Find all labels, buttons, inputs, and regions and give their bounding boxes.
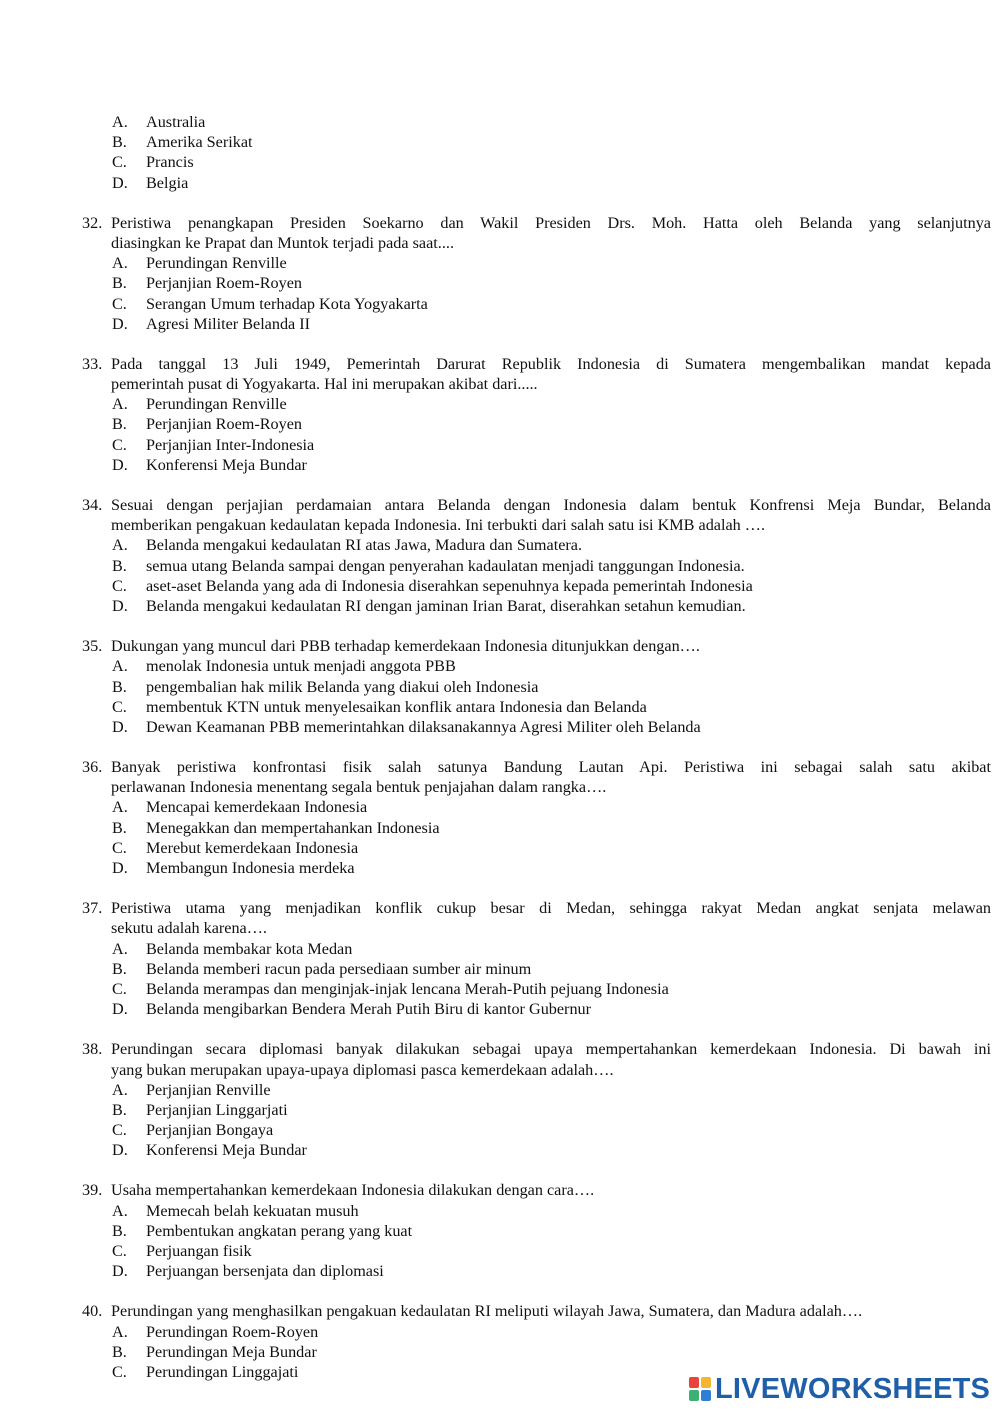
question-text: Dukungan yang muncul dari PBB terhadap kemerdekaan Indonesia ditunjukkan dengan…. bbox=[111, 637, 700, 656]
question-line bbox=[0, 354, 999, 374]
option-letter: C. bbox=[112, 1242, 127, 1260]
question-block bbox=[0, 636, 999, 737]
option-line bbox=[0, 1322, 999, 1342]
option-line bbox=[0, 112, 999, 132]
question-number: 34. bbox=[82, 496, 103, 514]
question-number: 37. bbox=[82, 899, 103, 918]
option-line bbox=[0, 717, 999, 737]
option-letter: D. bbox=[112, 314, 128, 333]
question-block bbox=[0, 1301, 999, 1382]
option-letter: B. bbox=[112, 959, 127, 978]
option-letter: D. bbox=[112, 1141, 128, 1160]
option-letter: B. bbox=[112, 677, 127, 696]
question-block bbox=[0, 213, 999, 334]
option-letter: A. bbox=[112, 657, 128, 676]
option-letter: B. bbox=[112, 1221, 127, 1240]
option-line bbox=[0, 999, 999, 1019]
question-gap bbox=[0, 878, 999, 898]
option-line bbox=[0, 1100, 999, 1120]
option-letter: C. bbox=[112, 435, 127, 454]
option-letter: A. bbox=[112, 254, 128, 273]
question-text: yang bukan merupakan upaya-upaya diplomasi pasca kemerdekaan adalah…. bbox=[111, 1060, 614, 1079]
option-text: Perjanjian Inter-Indonesia bbox=[146, 435, 315, 454]
option-line bbox=[0, 294, 999, 314]
option-text: Serangan Umum terhadap Kota Yogyakarta bbox=[146, 294, 428, 313]
option-text: Perjuangan fisik bbox=[146, 1242, 252, 1260]
option-line bbox=[0, 132, 999, 152]
question-line bbox=[0, 1180, 999, 1200]
option-line bbox=[0, 797, 999, 817]
option-letter: C. bbox=[112, 1362, 127, 1381]
question-text: Perundingan secara diplomasi banyak dilakukan sebagai upaya mempertahankan kemerdekaan Indonesia. Di bawah ini bbox=[111, 1040, 991, 1059]
option-line bbox=[0, 959, 999, 979]
question-gap bbox=[0, 1019, 999, 1039]
question-block bbox=[0, 1180, 999, 1281]
question-line bbox=[0, 777, 999, 797]
question-number: 40. bbox=[82, 1302, 103, 1321]
option-letter: D. bbox=[112, 1000, 128, 1019]
option-text: Perjanjian Bongaya bbox=[146, 1121, 274, 1140]
question-number: 39. bbox=[82, 1181, 103, 1200]
option-text: Dewan Keamanan PBB memerintahkan dilaksanakannya Agresi Militer oleh Belanda bbox=[146, 717, 701, 736]
option-text: menolak Indonesia untuk menjadi anggota PBB bbox=[146, 657, 456, 676]
option-text: Australia bbox=[146, 113, 206, 131]
option-line bbox=[0, 173, 999, 193]
option-text: Belanda memberi racun pada persediaan sumber air minum bbox=[146, 959, 532, 978]
question-block bbox=[0, 898, 999, 1019]
question-text: Peristiwa utama yang menjadikan konflik cukup besar di Medan, sehingga rakyat Medan angkat senjata melawan bbox=[111, 899, 991, 918]
option-line bbox=[0, 414, 999, 434]
question-line bbox=[0, 918, 999, 938]
question-gap bbox=[0, 1160, 999, 1180]
option-line bbox=[0, 253, 999, 273]
option-text: Perjanjian Linggarjati bbox=[146, 1100, 288, 1119]
question-line bbox=[0, 757, 999, 777]
option-line bbox=[0, 394, 999, 414]
option-line bbox=[0, 818, 999, 838]
question-block bbox=[0, 495, 999, 616]
option-letter: C. bbox=[112, 979, 127, 998]
question-text: Peristiwa penangkapan Presiden Soekarno dan Wakil Presiden Drs. Moh. Hatta oleh Belanda yang selanjutnya bbox=[111, 213, 991, 232]
option-text: Belanda mengakui kedaulatan RI atas Jawa, Madura dan Sumatera. bbox=[146, 536, 583, 555]
option-text: semua utang Belanda sampai dengan penyerahan kadaulatan menjadi tanggungan Indonesia. bbox=[146, 556, 745, 575]
option-line bbox=[0, 152, 999, 172]
question-block bbox=[0, 354, 999, 475]
option-line bbox=[0, 979, 999, 999]
question-line bbox=[0, 374, 999, 394]
question-text: Usaha mempertahankan kemerdekaan Indonesia dilakukan dengan cara…. bbox=[111, 1181, 595, 1200]
option-letter: C. bbox=[112, 838, 127, 857]
option-letter: B. bbox=[112, 556, 127, 575]
option-text: Prancis bbox=[146, 153, 194, 172]
option-text: Perjanjian Roem-Royen bbox=[146, 274, 302, 293]
option-text: Perundingan Renville bbox=[146, 254, 287, 273]
option-line bbox=[0, 556, 999, 576]
question-number: 33. bbox=[82, 354, 103, 373]
option-text: Belanda mengakui kedaulatan RI dengan jaminan Irian Barat, diserahkan setahun kemudian. bbox=[146, 596, 746, 615]
question-line bbox=[0, 1060, 999, 1080]
question-line bbox=[0, 1039, 999, 1059]
question-line bbox=[0, 495, 999, 515]
logo-square-red bbox=[689, 1377, 699, 1388]
option-text: Perundingan Roem-Royen bbox=[146, 1322, 319, 1341]
question-number: 35. bbox=[82, 637, 103, 656]
option-text: Memecah belah kekuatan musuh bbox=[146, 1201, 359, 1220]
option-letter: A. bbox=[112, 536, 128, 555]
option-line bbox=[0, 677, 999, 697]
option-letter: D. bbox=[112, 596, 128, 615]
option-line bbox=[0, 1120, 999, 1140]
option-text: Perjanjian Roem-Royen bbox=[146, 415, 302, 434]
option-letter: B. bbox=[112, 1342, 127, 1361]
question-gap bbox=[0, 1281, 999, 1301]
option-line bbox=[0, 596, 999, 616]
question-gap bbox=[0, 737, 999, 757]
option-letter: A. bbox=[112, 798, 128, 817]
option-line bbox=[0, 273, 999, 293]
option-letter: D. bbox=[112, 455, 128, 474]
option-text: Amerika Serikat bbox=[146, 133, 253, 152]
question-text: memberikan pengakuan kedaulatan kepada Indonesia. Ini terbukti dari salah satu isi KMB adalah …. bbox=[111, 516, 766, 535]
option-letter: B. bbox=[112, 415, 127, 434]
question-line bbox=[0, 213, 999, 233]
option-text: Belgia bbox=[146, 173, 189, 192]
option-text: Menegakkan dan mempertahankan Indonesia bbox=[146, 818, 440, 837]
liveworksheets-logo-icon bbox=[689, 1377, 711, 1401]
logo-square-green bbox=[689, 1390, 699, 1401]
option-text: Agresi Militer Belanda II bbox=[146, 314, 311, 333]
question-gap bbox=[0, 616, 999, 636]
option-letter: B. bbox=[112, 133, 127, 152]
option-letter: D. bbox=[112, 859, 128, 877]
option-letter: A. bbox=[112, 1080, 128, 1099]
option-letter: B. bbox=[112, 274, 127, 293]
option-text: Membangun Indonesia merdeka bbox=[146, 859, 355, 877]
option-letter: C. bbox=[112, 576, 127, 595]
option-line bbox=[0, 1342, 999, 1362]
question-line bbox=[0, 898, 999, 918]
option-letter: A. bbox=[112, 1322, 128, 1341]
question-number: 38. bbox=[82, 1040, 103, 1059]
option-letter: A. bbox=[112, 1201, 128, 1220]
option-line bbox=[0, 1221, 999, 1241]
option-text: pengembalian hak milik Belanda yang diakui oleh Indonesia bbox=[146, 677, 539, 696]
option-line bbox=[0, 455, 999, 475]
question-text: perlawanan Indonesia menentang segala bentuk penjajahan dalam rangka…. bbox=[111, 778, 607, 797]
question-text: Sesuai dengan perjajian perdamaian antara Belanda dengan Indonesia dalam bentuk Konfrensi Meja Bundar, Belanda bbox=[111, 496, 991, 514]
option-text: Perundingan Linggajati bbox=[146, 1362, 299, 1381]
option-text: Perundingan Meja Bundar bbox=[146, 1342, 317, 1361]
option-letter: A. bbox=[112, 939, 128, 958]
option-line bbox=[0, 576, 999, 596]
option-line bbox=[0, 435, 999, 455]
question-gap bbox=[0, 193, 999, 213]
option-line bbox=[0, 838, 999, 858]
option-line bbox=[0, 1080, 999, 1100]
option-letter: D. bbox=[112, 717, 128, 736]
question-line bbox=[0, 515, 999, 535]
question-31-options bbox=[0, 112, 999, 193]
question-line bbox=[0, 636, 999, 656]
question-gap bbox=[0, 334, 999, 354]
worksheet-page bbox=[0, 112, 999, 1382]
option-text: Belanda membakar kota Medan bbox=[146, 939, 353, 958]
option-letter: D. bbox=[112, 1262, 128, 1281]
option-letter: C. bbox=[112, 294, 127, 313]
option-letter: A. bbox=[112, 395, 128, 414]
option-line bbox=[0, 939, 999, 959]
option-text: Perundingan Renville bbox=[146, 395, 287, 414]
question-gap bbox=[0, 475, 999, 495]
option-line bbox=[0, 1241, 999, 1261]
question-number: 36. bbox=[82, 758, 103, 777]
option-line bbox=[0, 1140, 999, 1160]
option-letter: D. bbox=[112, 173, 128, 192]
option-text: Konferensi Meja Bundar bbox=[146, 455, 307, 474]
option-letter: C. bbox=[112, 1121, 127, 1140]
question-text: Pada tanggal 13 Juli 1949, Pemerintah Darurat Republik Indonesia di Sumatera mengembalikan mandat kepada bbox=[111, 354, 991, 373]
question-line bbox=[0, 233, 999, 253]
question-number: 32. bbox=[82, 213, 103, 232]
question-text: Banyak peristiwa konfrontasi fisik salah satunya Bandung Lautan Api. Peristiwa ini sebagai salah satu akibat bbox=[111, 758, 991, 777]
logo-square-yellow bbox=[701, 1377, 711, 1388]
question-text: diasingkan ke Prapat dan Muntok terjadi pada saat.... bbox=[111, 233, 454, 252]
option-line bbox=[0, 1261, 999, 1281]
option-text: Belanda merampas dan menginjak-injak lencana Merah-Putih pejuang Indonesia bbox=[146, 979, 669, 998]
option-text: Pembentukan angkatan perang yang kuat bbox=[146, 1221, 413, 1240]
question-block bbox=[0, 757, 999, 878]
question-text: sekutu adalah karena…. bbox=[111, 919, 267, 938]
option-letter: A. bbox=[112, 113, 128, 131]
question-block bbox=[0, 1039, 999, 1160]
option-line bbox=[0, 656, 999, 676]
option-line bbox=[0, 314, 999, 334]
option-text: Perjanjian Renville bbox=[146, 1080, 271, 1099]
option-line bbox=[0, 858, 999, 878]
logo-square-blue bbox=[701, 1390, 711, 1401]
question-line bbox=[0, 1301, 999, 1321]
option-text: Mencapai kemerdekaan Indonesia bbox=[146, 798, 368, 817]
option-letter: C. bbox=[112, 153, 127, 172]
option-letter: B. bbox=[112, 818, 127, 837]
option-letter: C. bbox=[112, 697, 127, 716]
option-line bbox=[0, 1201, 999, 1221]
option-text: Konferensi Meja Bundar bbox=[146, 1141, 307, 1160]
liveworksheets-watermark bbox=[689, 1374, 990, 1404]
option-line bbox=[0, 697, 999, 717]
option-text: Belanda mengibarkan Bendera Merah Putih Biru di kantor Gubernur bbox=[146, 1000, 592, 1019]
question-text: Perundingan yang menghasilkan pengakuan kedaulatan RI meliputi wilayah Jawa, Sumatera, dan Madura adalah…. bbox=[111, 1302, 863, 1321]
option-text: aset-aset Belanda yang ada di Indonesia diserahkan sepenuhnya kepada pemerintah Indonesia bbox=[146, 576, 753, 595]
watermark-text: LIVEWORKSHEETS bbox=[715, 1372, 991, 1405]
option-letter: B. bbox=[112, 1100, 127, 1119]
option-text: Merebut kemerdekaan Indonesia bbox=[146, 838, 359, 857]
option-text: Perjuangan bersenjata dan diplomasi bbox=[146, 1262, 384, 1281]
option-line bbox=[0, 535, 999, 555]
option-text: membentuk KTN untuk menyelesaikan konflik antara Indonesia dan Belanda bbox=[146, 697, 647, 716]
question-text: pemerintah pusat di Yogyakarta. Hal ini merupakan akibat dari..... bbox=[111, 375, 538, 394]
